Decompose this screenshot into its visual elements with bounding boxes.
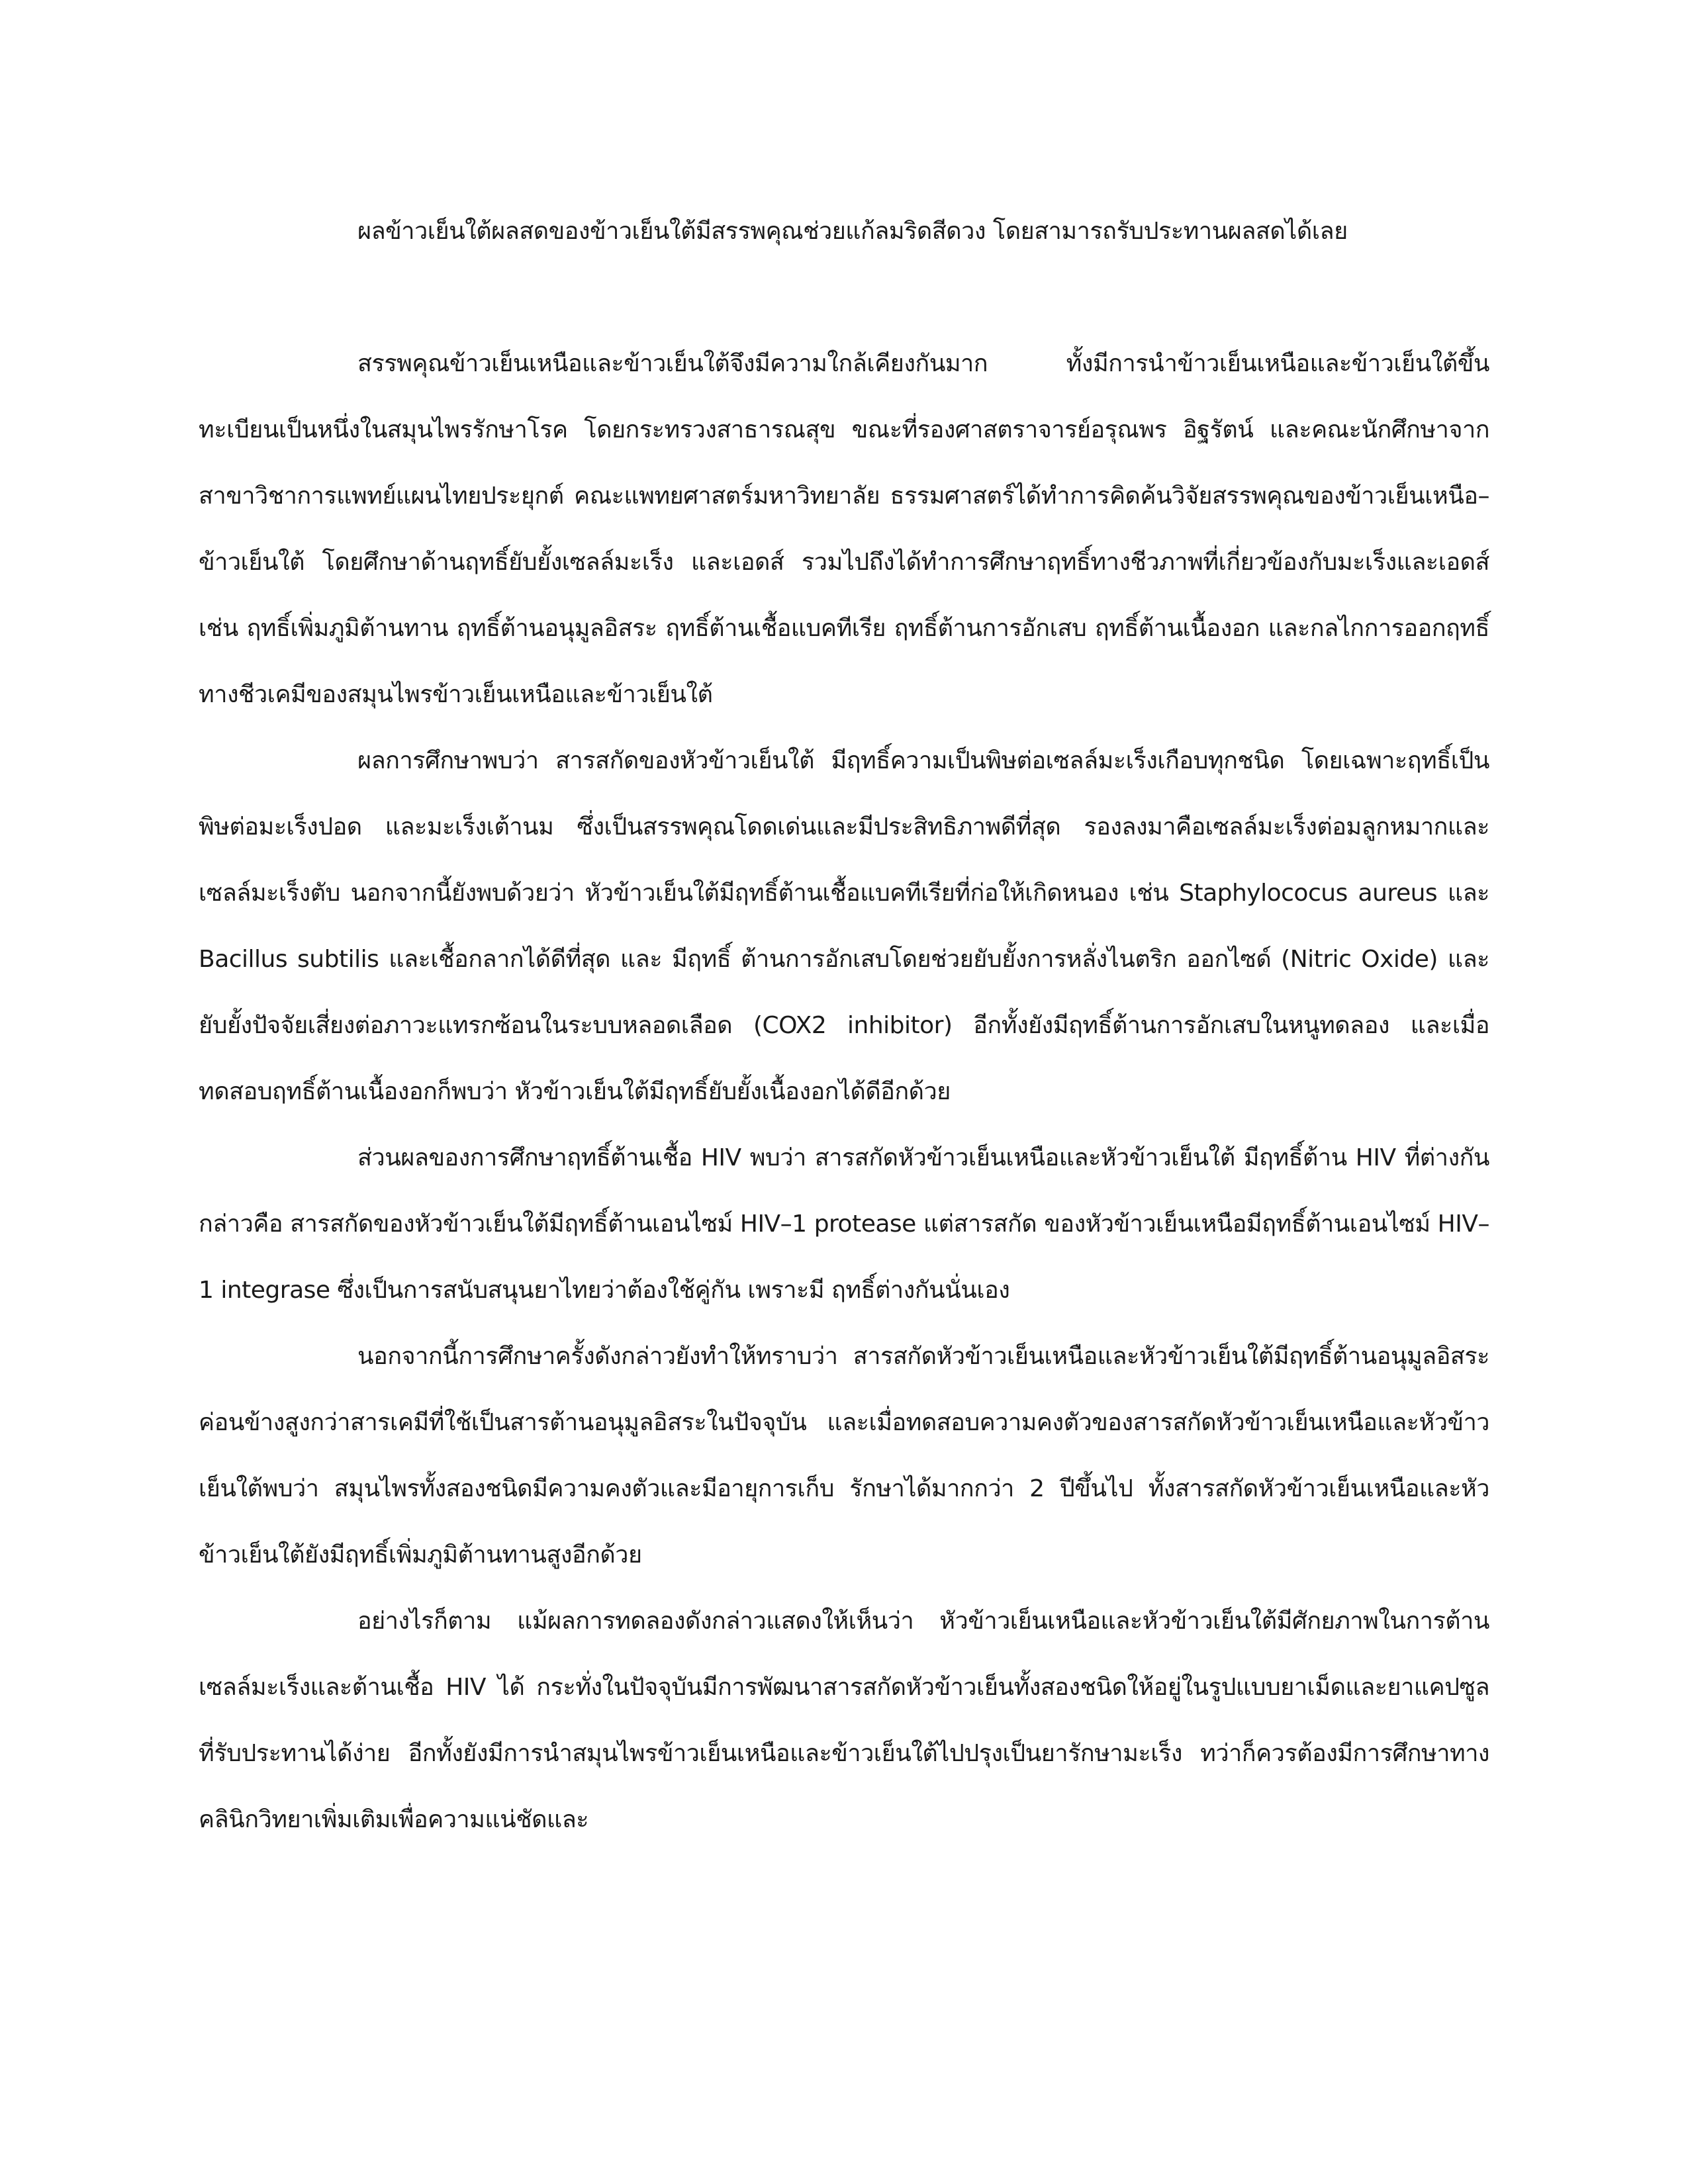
- paragraph-antioxidant-findings: นอกจากนี้การศึกษาครั้งดังกล่าวยังทำให้ทราบว่า สารสกัดหัวข้าวเย็นเหนือและหัวข้าวเย็นใต้มีฤทธิ์ต้านอนุมูลอิสระค่อนข้างสูงกว่าสารเคมีที่ใช้เป็นสารต้านอนุมูลอิสระในปัจจุบัน และเมื่อทดสอบความคงตัวของสารสกัดหัวข้าวเย็นเหนือและหัวข้าวเย็นใต้พบว่า สมุนไพรทั้งสองชนิดมีความคงตัวและมีอายุการเก็บ รักษาได้มากกว่า 2 ปีขึ้นไป ทั้งสารสกัดหัวข้าวเย็นเหนือและหัวข้าวเย็นใต้ยังมีฤทธิ์เพิ่มภูมิต้านทานสูงอีกด้วย: [199, 1343, 1489, 1569]
- document-body: [199, 199, 1489, 1853]
- paragraph-conclusion: อย่างไรก็ตาม แม้ผลการทดลองดังกล่าวแสดงให้เห็นว่า หัวข้าวเย็นเหนือและหัวข้าวเย็นใต้มีศักยภาพในการต้านเซลล์มะเร็งและต้านเชื้อ HIV ได้ กระทั่งในปัจจุบันมีการพัฒนาสารสกัดหัวข้าวเย็นทั้งสองชนิดให้อยู่ในรูปแบบยาเม็ดและยาแคปซูลที่รับประทานได้ง่าย อีกทั้งยังมีการนำสมุนไพรข้าวเย็นเหนือและข้าวเย็นใต้ไปปรุงเป็นยารักษามะเร็ง ทว่าก็ควรต้องมีการศึกษาทางคลินิกวิทยาเพิ่มเติมเพื่อความแน่ชัดและ: [199, 1608, 1489, 1833]
- paragraph-hiv-findings: ส่วนผลของการศึกษาฤทธิ์ต้านเชื้อ HIV พบว่า สารสกัดหัวข้าวเย็นเหนือและหัวข้าวเย็นใต้ มีฤทธิ์ต้าน HIV ที่ต่างกัน กล่าวคือ สารสกัดของหัวข้าวเย็นใต้มีฤทธิ์ต้านเอนไซม์ HIV–1 protease แต่สารสกัด ของหัวข้าวเย็นเหนือมีฤทธิ์ต้านเอนไซม์ HIV–1 integrase ซึ่งเป็นการสนับสนุนยาไทยว่าต้องใช้คู่กัน เพราะมี ฤทธิ์ต่างกันนั่นเอง: [199, 1144, 1489, 1304]
- paragraph-cancer-findings: ผลการศึกษาพบว่า สารสกัดของหัวข้าวเย็นใต้ มีฤทธิ์ความเป็นพิษต่อเซลล์มะเร็งเกือบทุกชนิด โดยเฉพาะฤทธิ์เป็นพิษต่อมะเร็งปอด และมะเร็งเต้านม ซึ่งเป็นสรรพคุณโดดเด่นและมีประสิทธิภาพดีที่สุด รองลงมาคือเซลล์มะเร็งต่อมลูกหมากและเซลล์มะเร็งตับ นอกจากนี้ยังพบด้วยว่า หัวข้าวเย็นใต้มีฤทธิ์ต้านเชื้อแบคทีเรียที่ก่อให้เกิดหนอง เช่น Staphylococus aureus และ Bacillus subtilis และเชื้อกลากได้ดีที่สุด และ มีฤทธิ์ ต้านการอักเสบโดยช่วยยับยั้งการหลั่งไนตริก ออกไซด์ (Nitric Oxide) และยับยั้งปัจจัยเสี่ยงต่อภาวะแทรกซ้อนในระบบหลอดเลือด (COX2 inhibitor) อีกทั้งยังมีฤทธิ์ต้านการอักเสบในหนูทดลอง และเมื่อทดสอบฤทธิ์ต้านเนื้องอกก็พบว่า หัวข้าวเย็นใต้มีฤทธิ์ยับยั้งเนื้องอกได้ดีอีกด้วย: [199, 747, 1489, 1105]
- paragraph-fruit-use: ผลข้าวเย็นใต้ผลสดของข้าวเย็นใต้มีสรรพคุณช่วยแก้ลมริดสีดวง โดยสามารถรับประทานผลสดได้เลย: [357, 218, 1348, 245]
- paragraph-spacer: [199, 265, 1489, 331]
- paragraph-properties-research: สรรพคุณข้าวเย็นเหนือและข้าวเย็นใต้จึงมีความใกล้เคียงกันมาก ทั้งมีการนำข้าวเย็นเหนือและข้าวเย็นใต้ขึ้นทะเบียนเป็นหนึ่งในสมุนไพรรักษาโรค โดยกระทรวงสาธารณสุข ขณะที่รองศาสตราจารย์อรุณพร อิฐรัตน์ และคณะนักศึกษาจากสาขาวิชาการแพทย์แผนไทยประยุกต์ คณะแพทยศาสตร์มหาวิทยาลัย ธรรมศาสตร์ได้ทำการคิดค้นวิจัยสรรพคุณของข้าวเย็นเหนือ–ข้าวเย็นใต้ โดยศึกษาด้านฤทธิ์ยับยั้งเซลล์มะเร็ง และเอดส์ รวมไปถึงได้ทำการศึกษาฤทธิ์ทางชีวภาพที่เกี่ยวข้องกับมะเร็งและเอดส์ เช่น ฤทธิ์เพิ่มภูมิต้านทาน ฤทธิ์ต้านอนุมูลอิสระ ฤทธิ์ต้านเชื้อแบคทีเรีย ฤทธิ์ต้านการอักเสบ ฤทธิ์ต้านเนื้องอก และกลไกการออกฤทธิ์ทางชีวเคมีของสมุนไพรข้าวเย็นเหนือและข้าวเย็นใต้: [199, 350, 1489, 708]
